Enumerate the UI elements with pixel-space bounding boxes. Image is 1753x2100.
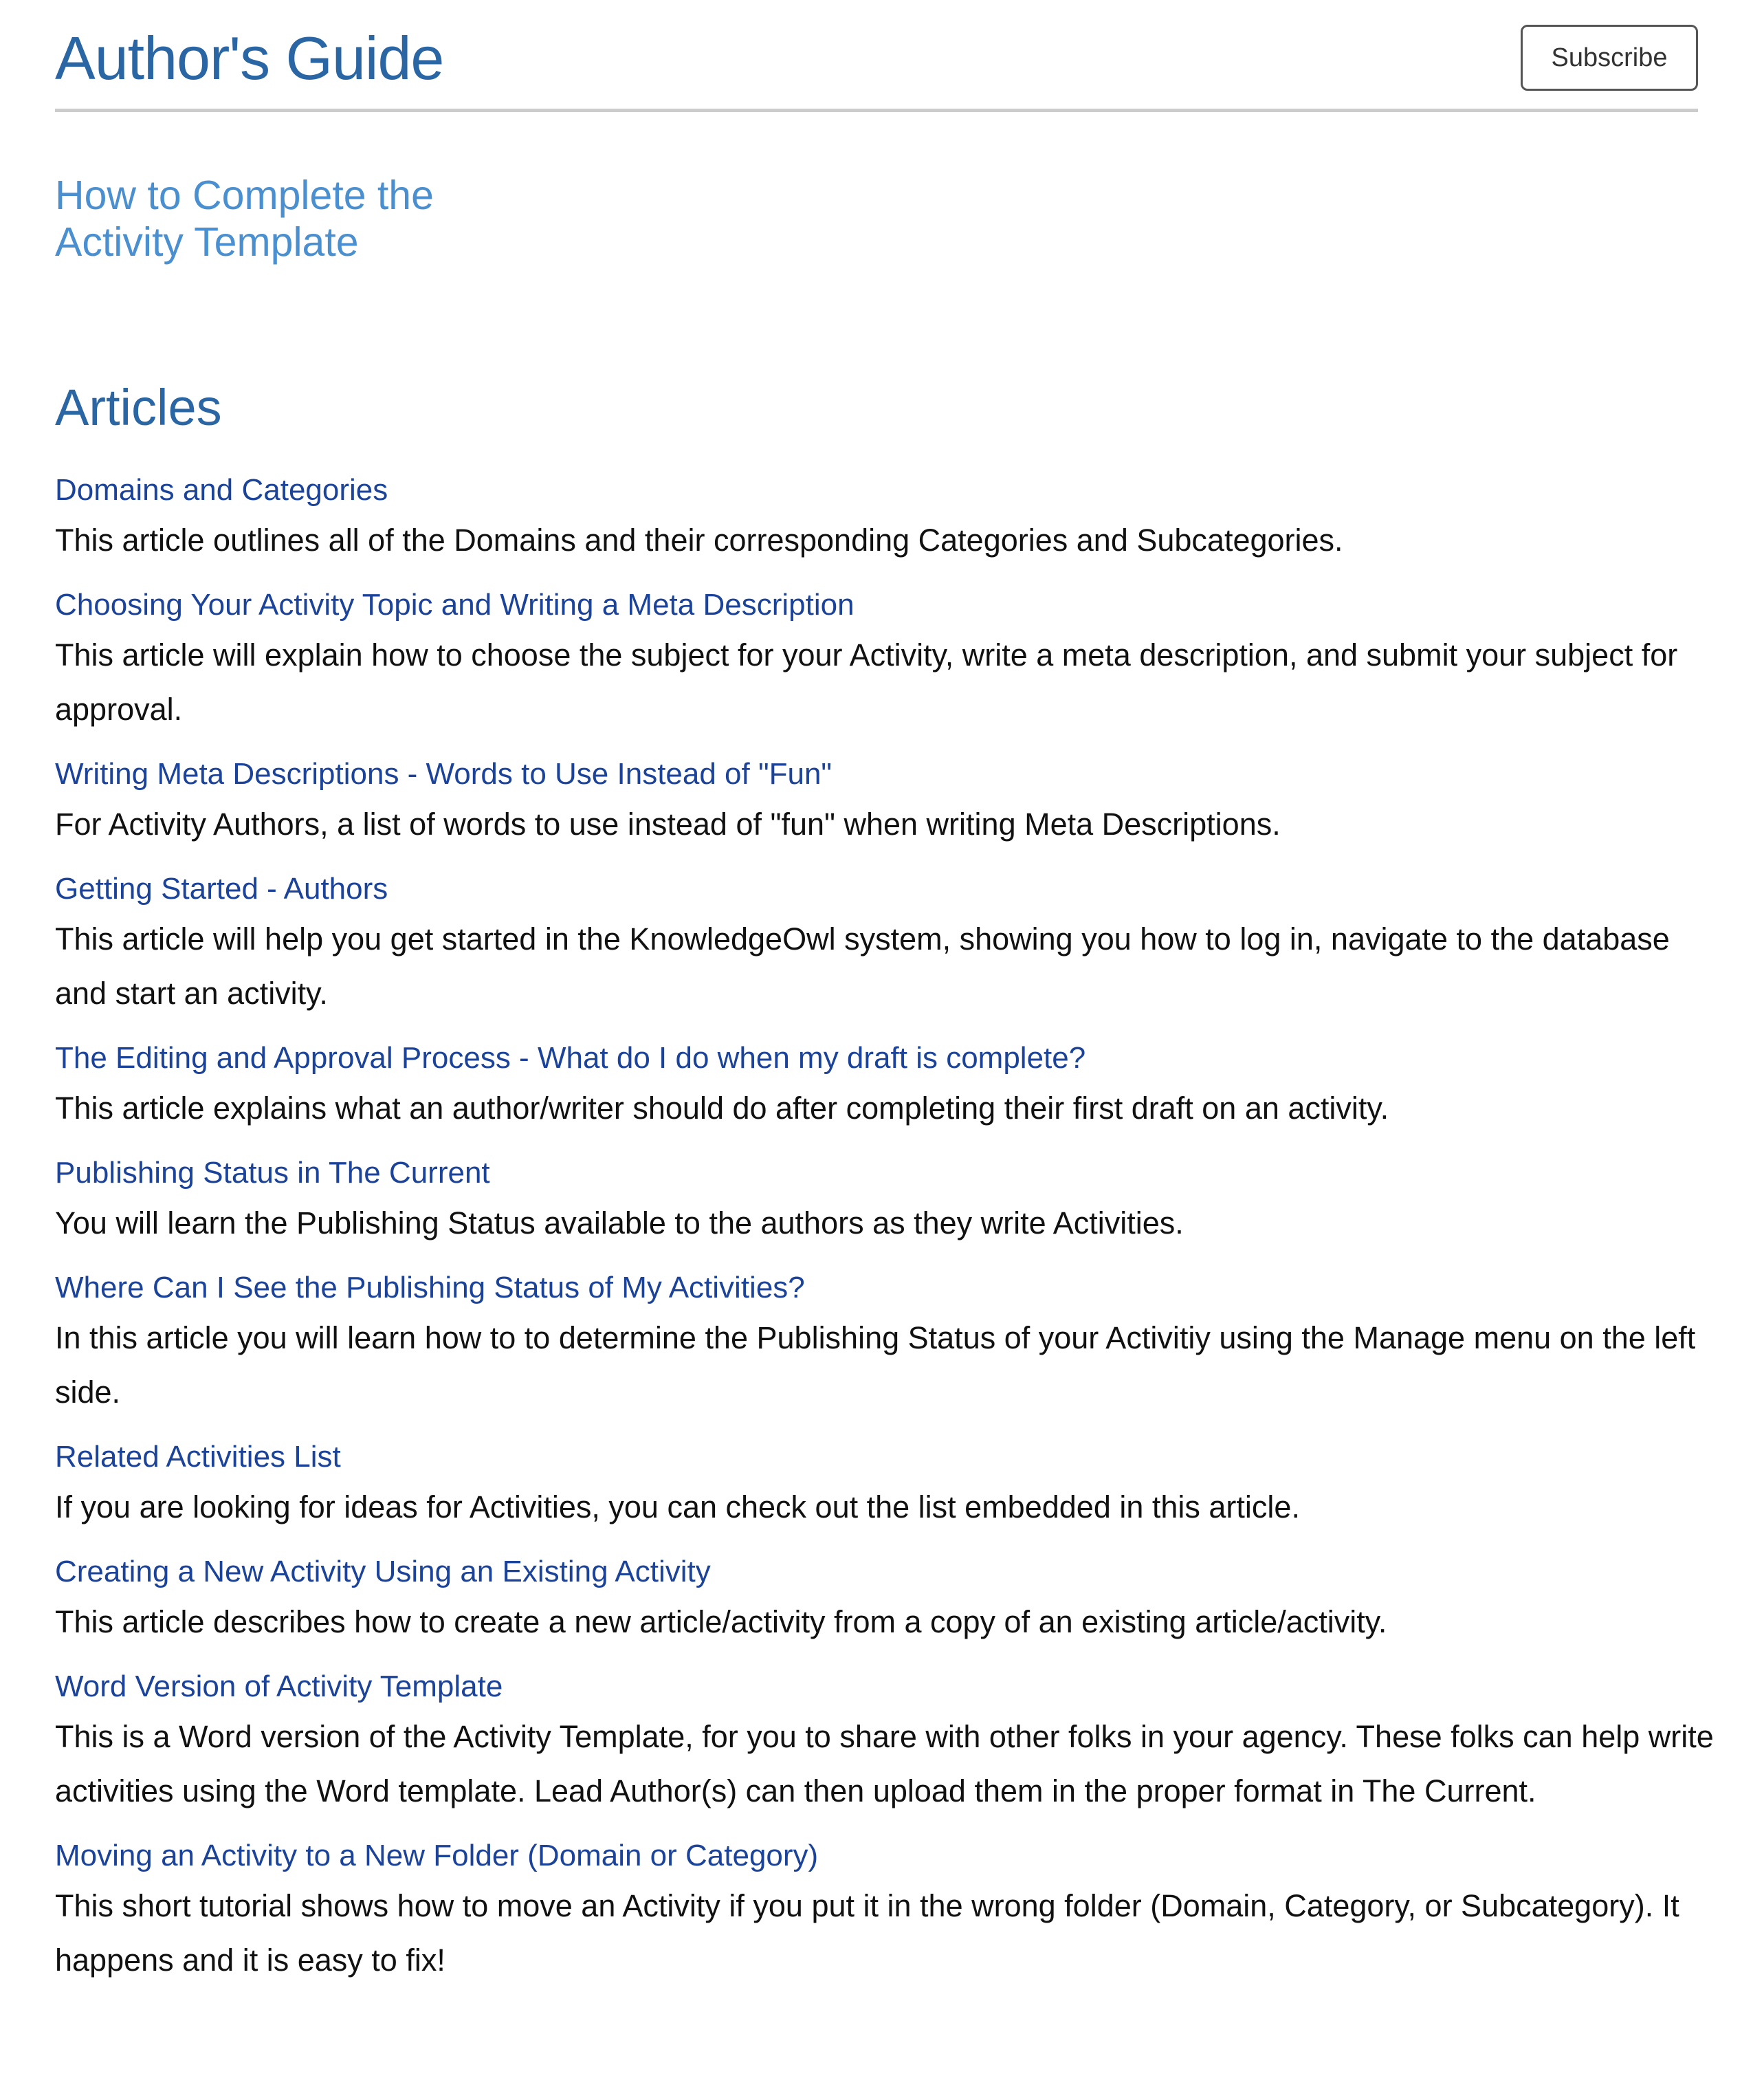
article-item [55, 1549, 1719, 1649]
article-link[interactable]: Related Activities List [55, 1440, 341, 1474]
article-description: This article will explain how to choose the subject for your Activity, write a meta description, and submit your subject for approval. [55, 637, 1678, 727]
article-item [55, 752, 1719, 851]
page-header [55, 0, 1698, 114]
article-link[interactable]: Choosing Your Activity Topic and Writing a Meta Description [55, 588, 855, 622]
article-item [55, 1265, 1719, 1419]
category-title-link[interactable]: How to Complete the Activity Template [55, 173, 434, 265]
article-description: For Activity Authors, a list of words to use instead of "fun" when writing Meta Descriptions. [55, 807, 1281, 842]
article-link[interactable]: Writing Meta Descriptions - Words to Use Instead of "Fun" [55, 757, 833, 791]
article-link[interactable]: Where Can I See the Publishing Status of My Activities? [55, 1271, 805, 1304]
article-list [55, 468, 1719, 2002]
article-link[interactable]: Publishing Status in The Current [55, 1156, 490, 1190]
article-description: In this article you will learn how to to determine the Publishing Status of your Activitiy using the Manage menu on the left side. [55, 1320, 1696, 1410]
article-description: This article explains what an author/writer should do after completing their first draft on an activity. [55, 1091, 1389, 1126]
article-item [55, 866, 1719, 1020]
article-description: If you are looking for ideas for Activities, you can check out the list embedded in this article. [55, 1489, 1300, 1524]
article-link[interactable]: The Editing and Approval Process - What do I do when my draft is complete? [55, 1041, 1086, 1075]
article-item [55, 468, 1719, 567]
article-description: This article will help you get started in the KnowledgeOwl system, showing you how to log in, navigate to the database and start an activity. [55, 921, 1670, 1011]
article-link[interactable]: Creating a New Activity Using an Existing Activity [55, 1555, 711, 1588]
article-item [55, 1036, 1719, 1135]
article-item [55, 582, 1719, 736]
article-description: This is a Word version of the Activity Template, for you to share with other folks in your agency. These folks can help write activities using the Word template. Lead Author(s) can then upload them in the proper format in The Current. [55, 1719, 1714, 1808]
article-description: This article outlines all of the Domains and their corresponding Categories and Subcategories. [55, 523, 1343, 558]
article-link[interactable]: Domains and Categories [55, 473, 388, 507]
page-title: Author's Guide [55, 24, 444, 92]
article-item [55, 1150, 1719, 1250]
article-link[interactable]: Word Version of Activity Template [55, 1670, 503, 1703]
article-link[interactable]: Getting Started - Authors [55, 872, 388, 906]
article-item [55, 1434, 1719, 1534]
article-description: This article describes how to create a new article/activity from a copy of an existing article/activity. [55, 1604, 1387, 1639]
article-description: This short tutorial shows how to move an Activity if you put it in the wrong folder (Domain, Category, or Subcategory). It happens and it is easy to fix! [55, 1888, 1679, 1978]
article-description: You will learn the Publishing Status available to the authors as they write Activities. [55, 1205, 1184, 1240]
article-link[interactable]: Moving an Activity to a New Folder (Domain or Category) [55, 1839, 819, 1872]
subscribe-button[interactable]: Subscribe [1521, 25, 1698, 91]
header-divider [55, 109, 1698, 112]
article-item [55, 1833, 1719, 1987]
articles-heading: Articles [55, 379, 222, 436]
article-item [55, 1664, 1719, 1818]
